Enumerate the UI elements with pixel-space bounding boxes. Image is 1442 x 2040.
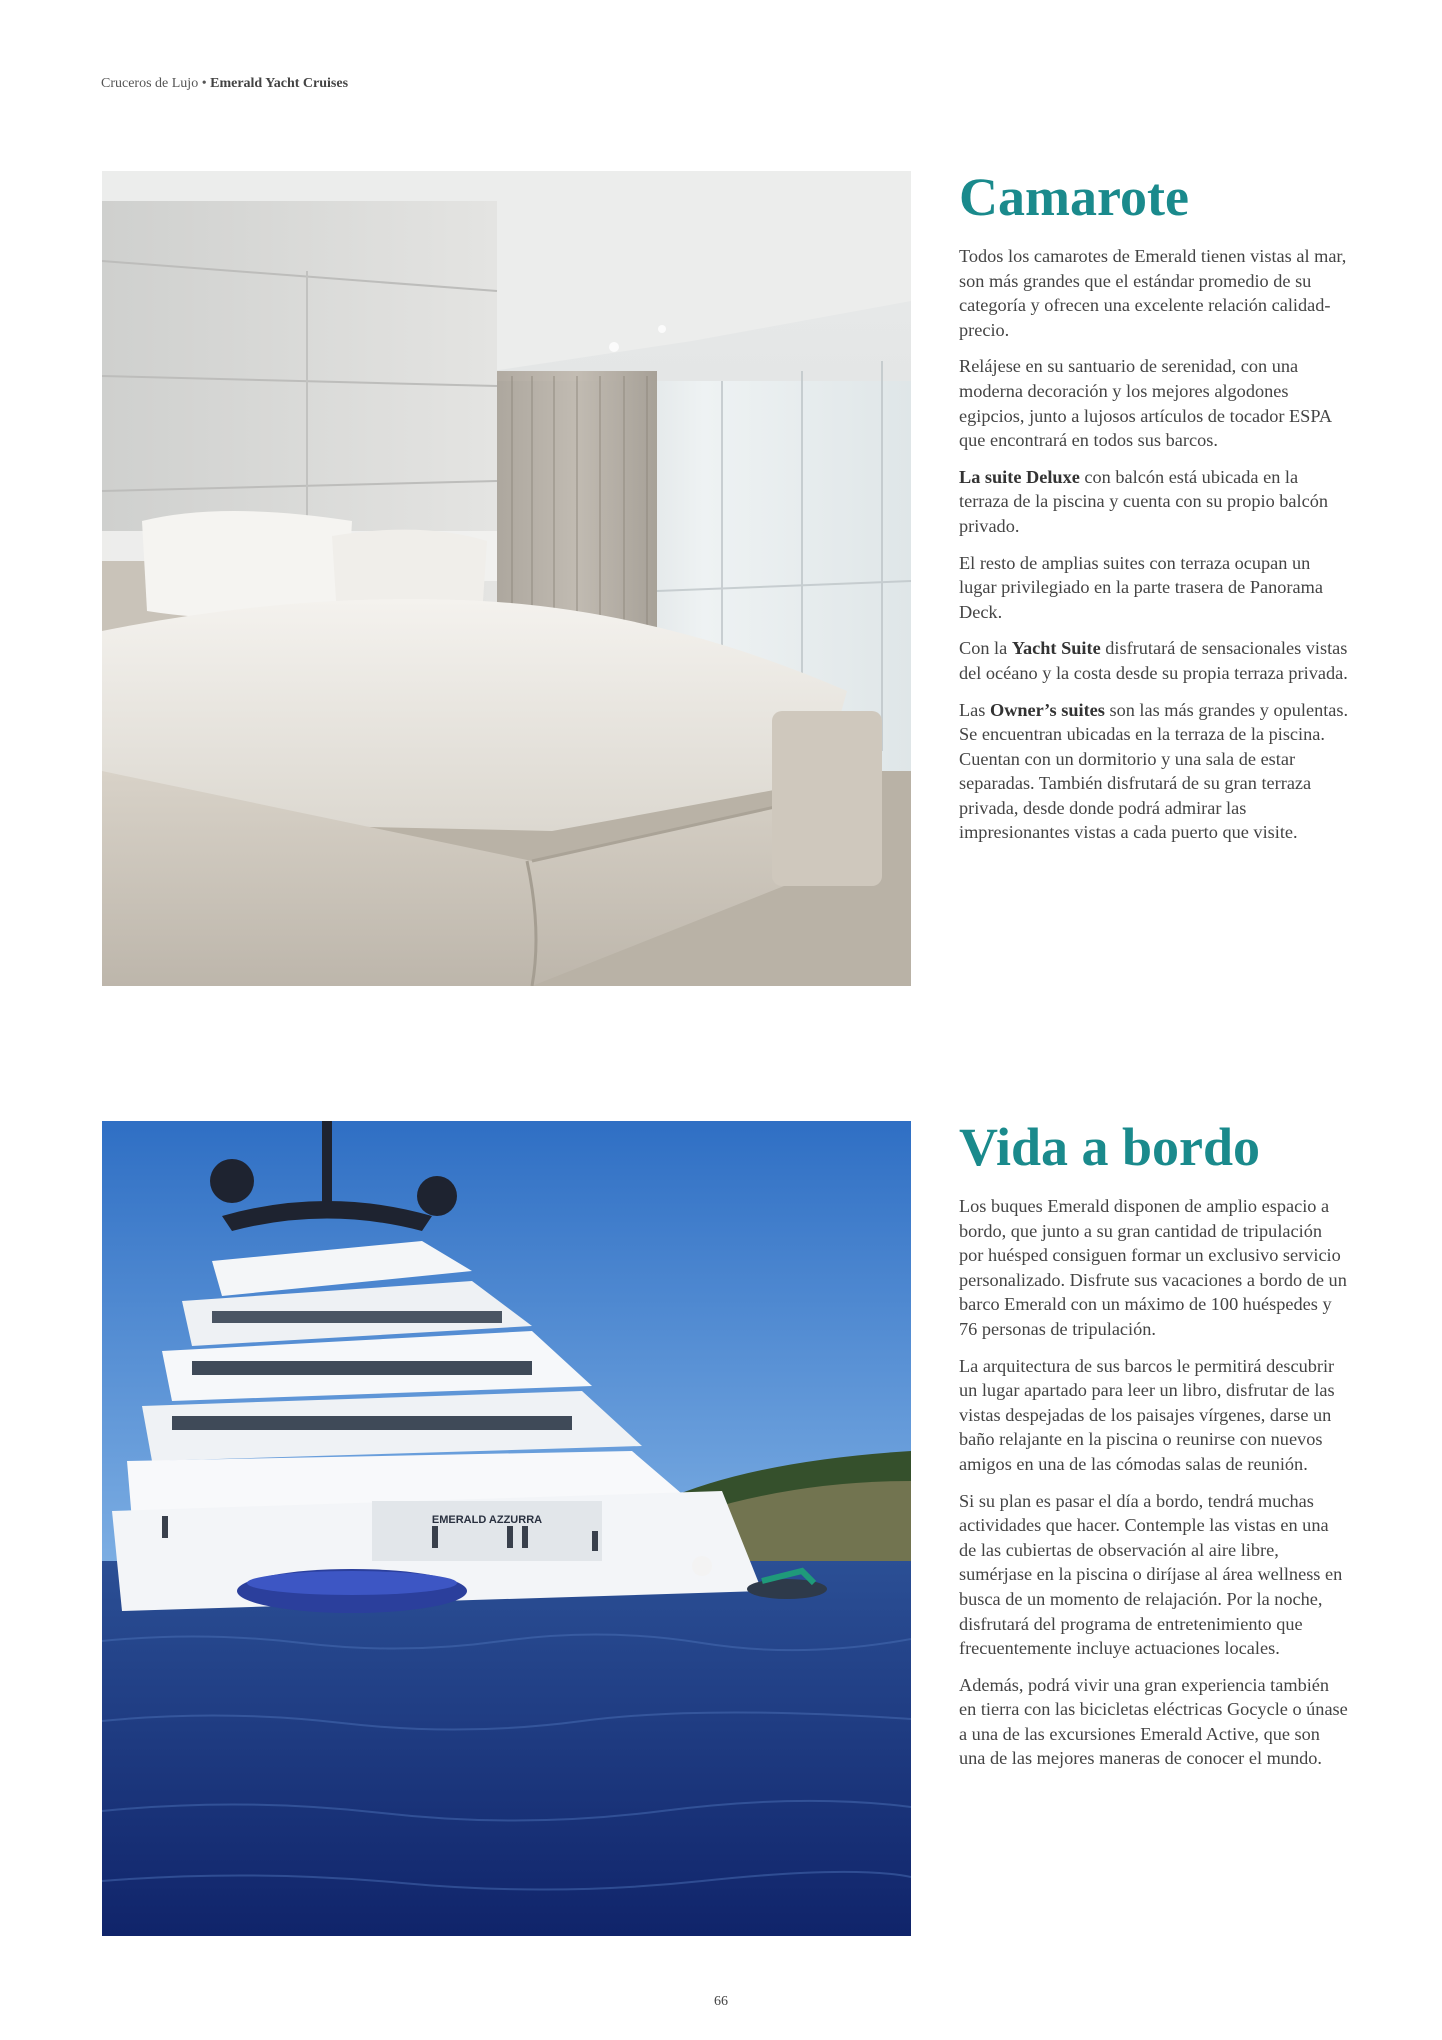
header-separator: • <box>198 76 211 91</box>
running-header <box>101 76 348 92</box>
header-brand: Emerald Yacht Cruises <box>210 76 349 91</box>
camarote-paragraph-4: El resto de amplias suites con terraza ocupan un lugar privilegiado en la parte trasera de Panorama Deck. <box>959 552 1323 622</box>
camarote-paragraph-1: Todos los camarotes de Emerald tienen vistas al mar, son más grandes que el estándar promedio de su categoría y ofrecen una excelente relación calidad-precio. <box>959 246 1347 340</box>
vida-paragraph-1: Los buques Emerald disponen de amplio espacio a bordo, que junto a su gran cantidad de tripulación por huésped consiguen formar un exclusivo servicio personalizado. Disfrute sus vacaciones a bordo de un barco Emerald con un máximo de 100 huéspedes y 76 personas de tripulación. <box>959 1196 1347 1339</box>
camarote-paragraph-3-text: con balcón está ubicada en la terraza de la piscina y cuenta con su propio balcón privado. <box>959 466 1329 536</box>
camarote-paragraph-5-text: disfrutará de sensacionales vistas del océano y la costa desde su propia terraza privada. <box>959 638 1348 683</box>
deluxe-suite-label: La suite Deluxe <box>959 466 1080 487</box>
article-camarote <box>959 164 1349 857</box>
article-vida-a-bordo <box>959 1114 1349 1783</box>
camarote-paragraph-6-pre: Las <box>959 699 990 720</box>
camarote-paragraph-5-pre: Con la <box>959 638 1012 659</box>
owners-suites-label: Owner’s suites <box>989 699 1105 720</box>
yacht-photo <box>102 1121 911 1936</box>
cabin-photo <box>102 171 911 986</box>
vida-paragraph-3: Si su plan es pasar el día a bordo, tendrá muchas actividades que hacer. Contemple las vistas en una de las cubiertas de observación al aire libre, sumérjase en la piscina o diríjase al área wellness en busca de un momento de relajación. Por la noche, disfrutará del programa de entretenimiento que frecuentemente incluye actuaciones locales. <box>959 1490 1343 1659</box>
camarote-paragraph-3 <box>959 465 1349 539</box>
yacht-hull-name: EMERALD AZZURRA <box>431 1514 543 1526</box>
section-title-camarote: Camarote <box>959 167 1189 227</box>
section-title-vida-a-bordo: Vida a bordo <box>959 1117 1261 1177</box>
vida-paragraph-4: Además, podrá vivir una gran experiencia también en tierra con las bicicletas eléctricas Gocycle o únase a una de las excursiones Emerald Active, que son una de las mejores maneras de conocer el mundo. <box>959 1674 1348 1769</box>
header-section: Cruceros de Lujo <box>101 76 199 91</box>
page-number: 66 <box>714 1994 728 2009</box>
camarote-paragraph-2: Relájese en su santuario de serenidad, con una moderna decoración y los mejores algodones egipcios, junto a lujosos artículos de tocador ESPA que encontrará en todos sus barcos. <box>959 356 1332 451</box>
camarote-paragraph-6-text: son las más grandes y opulentas. Se encuentran ubicadas en la terraza de la piscina. Cuentan con un dormitorio y una sala de estar separadas. También disfrutará de su gran terraza privada, desde donde podrá admirar las impresionantes vistas a cada puerto que visite. <box>959 699 1349 843</box>
yacht-suite-label: Yacht Suite <box>1011 638 1101 659</box>
vida-paragraph-2: La arquitectura de sus barcos le permitirá descubrir un lugar apartado para leer un libro, disfrutar de las vistas despejadas de los paisajes vírgenes, darse un baño relajante en la piscina o reunirse con nuevos amigos en una de las cómodas salas de reunión. <box>959 1355 1335 1474</box>
camarote-paragraph-6 <box>959 698 1349 846</box>
camarote-paragraph-5 <box>959 636 1349 685</box>
